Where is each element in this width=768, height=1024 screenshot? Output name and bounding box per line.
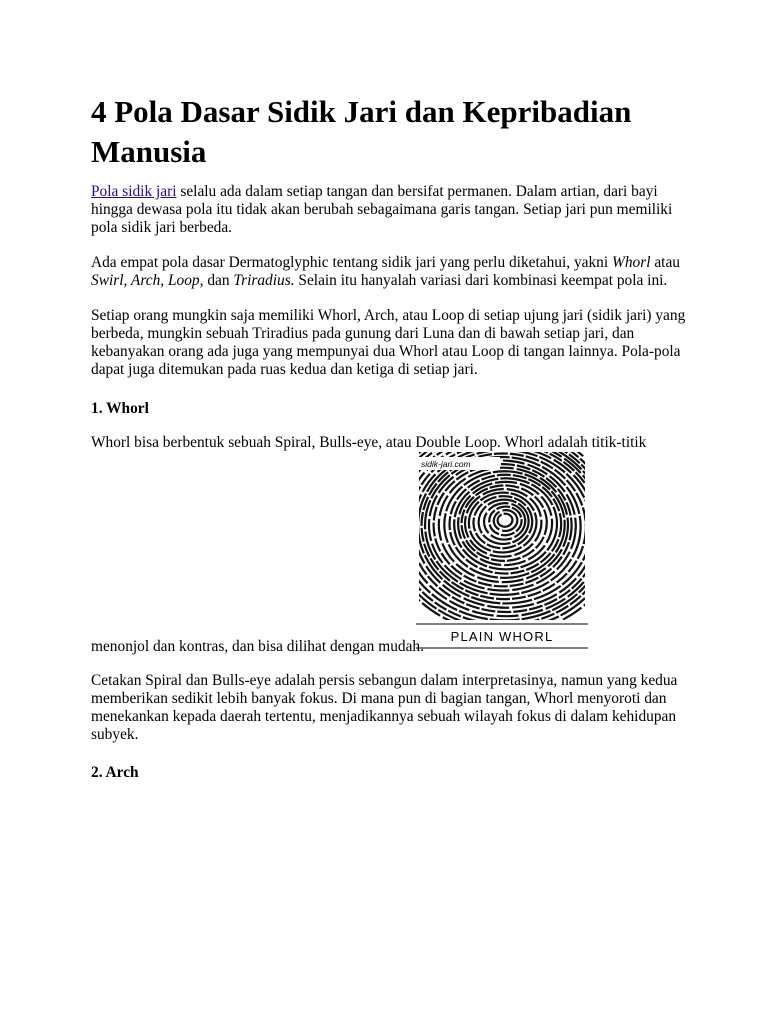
pola-sidik-jari-link[interactable]: Pola sidik jari xyxy=(91,183,177,200)
fingerprint-image xyxy=(416,452,588,652)
italic-patterns: Swirl, Arch, Loop, xyxy=(91,272,204,289)
whorl-paragraph-end: menonjol dan kontras, dan bisa dilihat dengan mudah. xyxy=(91,638,424,655)
figure-caption: PLAIN WHORL xyxy=(450,629,554,644)
patterns-paragraph: Ada empat pola dasar Dermatoglyphic tentang sidik jari yang perlu diketahui, yakni Whorl atau Swirl, Arch, Loop, dan Triradius. Selain itu hanyalah variasi dari kombinasi keempat pola ini. xyxy=(91,254,680,289)
spiral-paragraph: Cetakan Spiral dan Bulls-eye adalah persis sebangun dalam interpretasinya, namun yang kedua memberikan sedikit lebih banyak fokus. Di mana pun di bagian tangan, Whorl menyoroti dan menekankan kepada daerah tertentu, menjadikannya sebuah wilayah fokus di dalam kehidupan subyek. xyxy=(91,672,678,743)
plain-whorl-figure xyxy=(416,452,588,652)
whorl-paragraph-start: Whorl bisa berbentuk sebuah Spiral, Bulls-eye, atau Double Loop. Whorl adalah titik-titik xyxy=(91,434,647,451)
heading-whorl: 1. Whorl xyxy=(91,400,149,417)
heading-arch: 2. Arch xyxy=(91,764,139,781)
italic-whorl: Whorl xyxy=(612,254,651,271)
intro-paragraph: Pola sidik jari selalu ada dalam setiap tangan dan bersifat permanen. Dalam artian, dari bayi hingga dewasa pola itu tidak akan berubah sebagaimana garis tangan. Setiap jari pun memiliki pola sidik jari berbeda. xyxy=(91,183,673,236)
watermark-text: sidik-jari.com xyxy=(421,459,471,469)
variations-paragraph: Setiap orang mungkin saja memiliki Whorl, Arch, atau Loop di setiap ujung jari (sidik jari) yang berbeda, mungkin sebuah Triradius pada gunung dari Luna dan di bawah setiap jari, dan kebanyakan orang ada juga yang mempunyai dua Whorl atau Loop di tangan lainnya. Pola-pola dapat juga ditemukan pada ruas kedua dan ketiga di setiap jari. xyxy=(91,307,686,378)
italic-triradius: Triradius. xyxy=(233,272,295,289)
page-title: 4 Pola Dasar Sidik Jari dan Kepribadian Manusia xyxy=(91,94,632,169)
